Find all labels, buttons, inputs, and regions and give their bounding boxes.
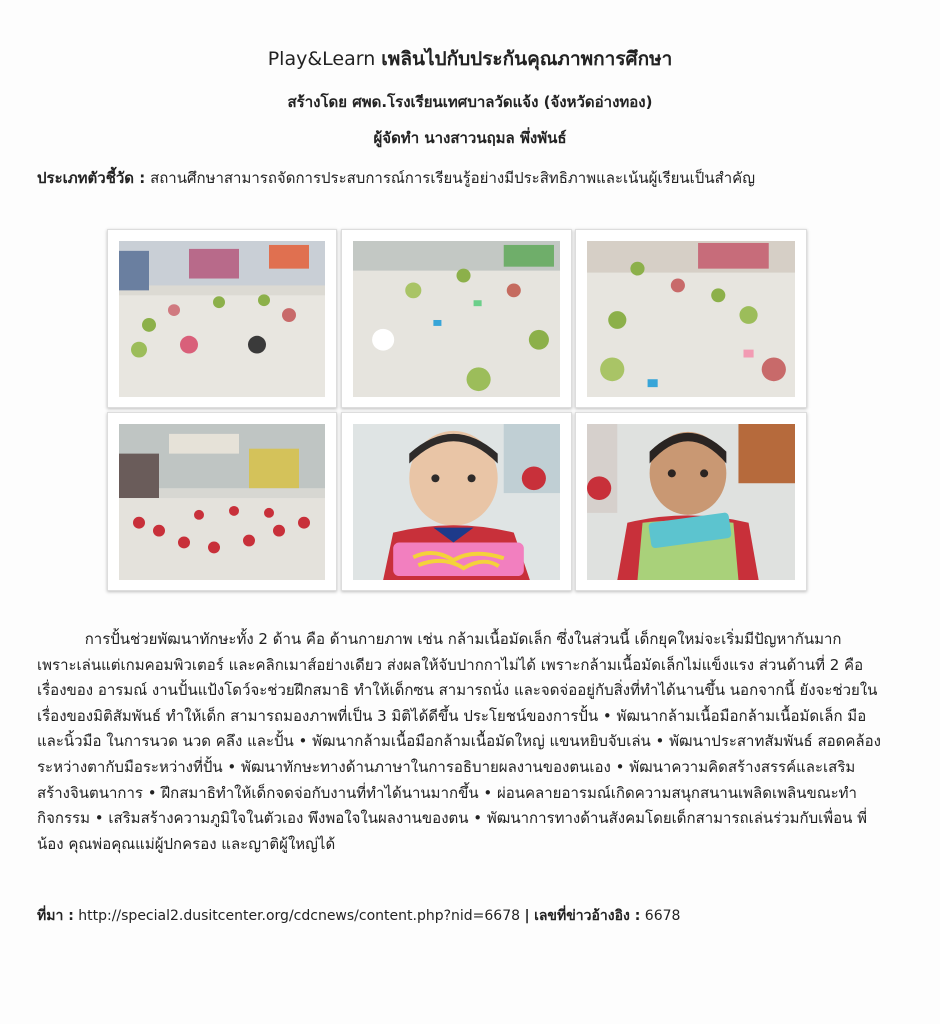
photo-frame-4 xyxy=(107,412,337,591)
photo-frame-6 xyxy=(575,412,807,591)
classroom-circle-photo xyxy=(119,241,325,397)
children-sitting-floor-photo xyxy=(587,241,795,397)
photo-frame-1 xyxy=(107,229,337,408)
indicator-text: สถานศึกษาสามารถจัดการประสบการณ์การเรียนรู้อย่างมีประสิทธิภาพและเน้นผู้เรียนเป็นสำคัญ xyxy=(150,169,755,187)
body-paragraph-text: การปั้นช่วยพัฒนาทักษะทั้ง 2 ด้าน คือ ด้านกายภาพ เช่น กล้ามเนื้อมัดเล็ก ซึ่งในส่วนนี้ เด็กยุคใหม่จะเริ่มมีปัญหากันมาก เพราะเล่นแต่เกมคอมพิวเตอร์ และคลิกเมาส์อย่างเดียว ส่งผลให้จับปากกาไม่ได้ เพราะกล้ามเนื้อมัดเล็กไม่แข็งแรง ส่วนด้านที่ 2 คือเรื่องของ อารมณ์ งานปั้นแป้งโดว์จะช่วยฝึกสมาธิ ทำให้เด็กซน สามารถนั่ง และจดจ่ออยู่กับสิ่งที่ทำได้นานขึ้น นอกจากนี้ ยังจะช่วยในเรื่องของมิติสัมพันธ์ ทำให้เด็ก สามารถมองภาพที่เป็น 3 มิติได้ดีขึ้น ประโยชน์ของการปั้น • พัฒนากล้ามเนื้อมือกล้ามเนื้อมัดเล็ก มือและนิ้วมือ ในการนวด นวด คลึง และปั้น • พัฒนากล้ามเนื้อมือกล้ามเนื้อมัดใหญ่ แขนหยิบจับเล่น • พัฒนาประสาทสัมพันธ์ สอดคล้องระหว่างตากับมือระหว่างที่ปั้น • พัฒนาทักษะทางด้านภาษาในการอธิบายผลงานของตนเอง • พัฒนาความคิดสร้างสรรค์และเสริมสร้างจินตนาการ • ฝึกสมาธิทำให้เด็กจดจ่อกับงานที่ทำได้นานมากขึ้น • ผ่อนคลายอารมณ์เกิดความสนุกสนานเพลิดเพลินขณะทำกิจกรรม • เสริมสร้างความภูมิใจในตัวเอง พึงพอใจในผลงานของตน • พัฒนาการทางด้านสังคมโดยเด็กสามารถเล่นร่วมกับเพื่อน พี่น้อง คุณพ่อคุณแม่ผู้ปกครอง และญาติผู้ใหญ่ได้ xyxy=(37,630,881,853)
boy-holding-noodle-dough-photo xyxy=(353,424,560,580)
creator-line: สร้างโดย ศพด.โรงเรียนเทศบาลวัดแจ้ง (จังหวัดอ่างทอง) xyxy=(287,93,653,111)
photo-frame-5 xyxy=(341,412,572,591)
photo-frame-2 xyxy=(341,229,572,408)
reference-label: เลขที่ข่าวอ้างอิง : xyxy=(534,908,641,924)
page-title xyxy=(0,44,940,74)
indicator-label: ประเภทตัวชี้วัด : xyxy=(37,169,146,187)
source-url[interactable]: http://special2.dusitcenter.org/cdcnews/content.php?nid=6678 xyxy=(78,908,521,924)
body-paragraph xyxy=(37,627,882,857)
indicator-section xyxy=(37,166,867,191)
source-label: ที่มา : xyxy=(37,908,74,924)
children-playing-dough-photo xyxy=(353,241,560,397)
title-english: Play&Learn xyxy=(267,48,376,70)
source-separator: | xyxy=(524,908,530,924)
title-thai: เพลินไปกับประกันคุณภาพการศึกษา xyxy=(381,48,673,70)
source-line xyxy=(37,905,680,927)
photo-frame-3 xyxy=(575,229,807,408)
boy-green-apron-photo xyxy=(587,424,795,580)
reference-value: 6678 xyxy=(644,908,681,924)
children-red-shirts-circle-photo xyxy=(119,424,325,580)
author-line: ผู้จัดทำ นางสาวนฤมล พึ่งพันธ์ xyxy=(373,129,567,147)
